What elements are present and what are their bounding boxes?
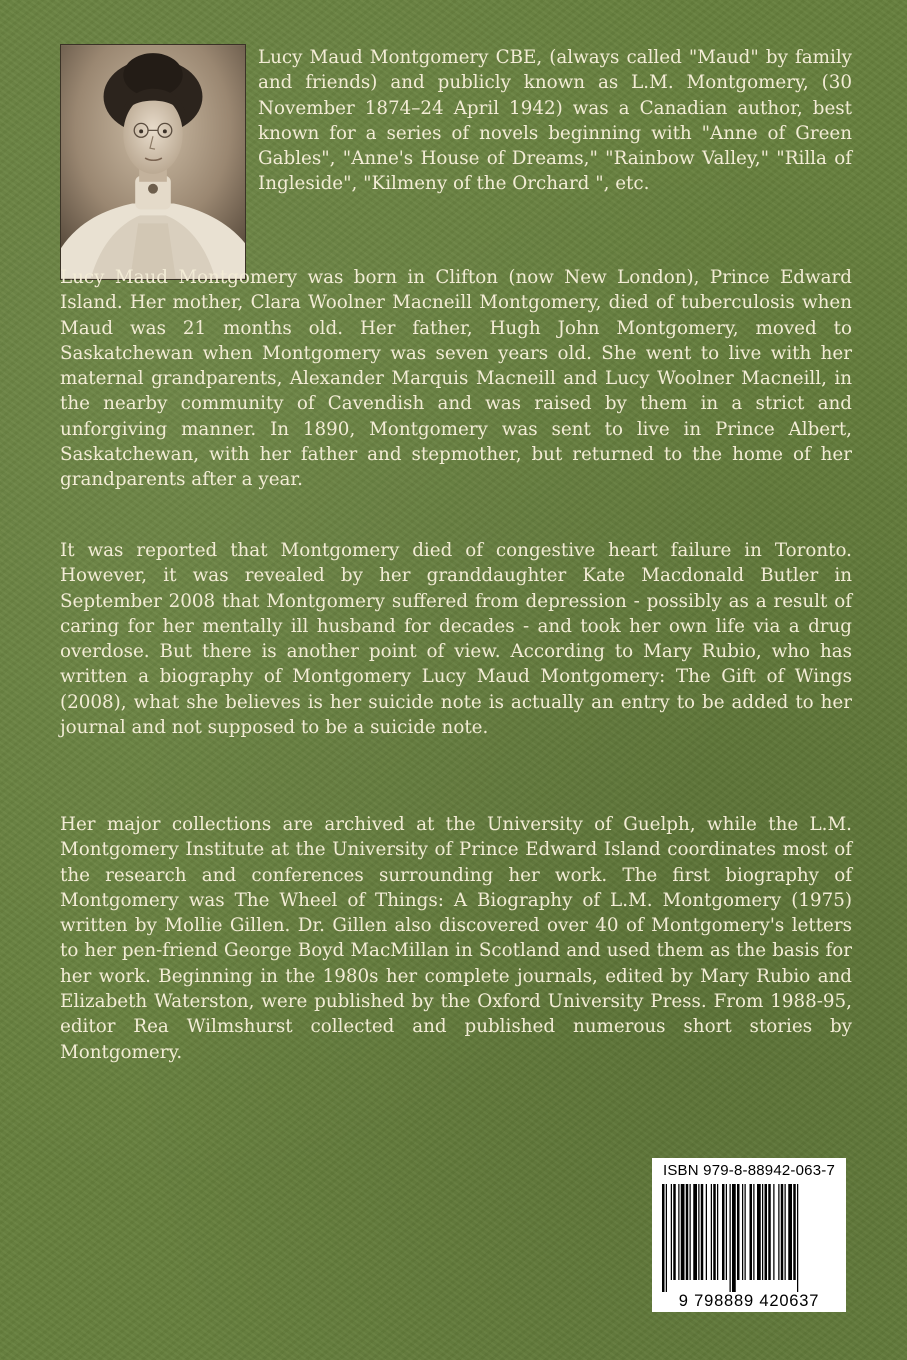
barcode-bar <box>762 1184 763 1280</box>
barcode-bar <box>681 1184 685 1280</box>
isbn-label: ISBN 979-8-88942-063-7 <box>662 1162 835 1179</box>
barcode-bar <box>678 1184 679 1280</box>
barcode-bar <box>726 1184 727 1280</box>
barcode-bar <box>745 1184 746 1280</box>
barcode-bar <box>690 1184 691 1280</box>
bio-paragraph-death: It was reported that Montgomery died of congestive heart failure in Toronto. However, it was revealed by her granddaughter Kate Macdonald Butler in September 2008 that Montgomery suffered from depression - possibly as a result of caring for her mentally ill husband for decades - and took her own life via a drug overdose. But there is another point of view. According to Mary Rubio, who has written a biography of Montgomery Lucy Maud Montgomery: The Gift of Wings (2008), what she believes is her suicide note is actually an entry to be added to her journal and not supposed to be a suicide note. <box>60 540 852 739</box>
barcode-bar <box>750 1184 753 1280</box>
barcode-bar <box>797 1184 798 1294</box>
isbn-barcode <box>652 1158 846 1312</box>
barcode-bar <box>793 1184 796 1280</box>
barcode-bar <box>732 1184 736 1294</box>
barcode-bar <box>765 1184 768 1280</box>
barcode-bar <box>701 1184 704 1280</box>
barcode-bar <box>773 1184 774 1280</box>
bio-paragraph-legacy: Her major collections are archived at the University of Guelph, while the L.M. Montgomery Institute at the University of Prince Edward Island coordinates most of the research and conferences surrounding her work. The first biography of Montgomery was The Wheel of Things: A Biography of L.M. Montgomery (1975) written by Mollie Gillen. Dr. Gillen also discovered over 40 of Montgomery's letters to her pen-friend George Boyd MacMillan in Scotland and used them as the basis for her work. Beginning in the 1980s her complete journals, edited by Mary Rubio and Elizabeth Waterston, were published by the Oxford University Press. From 1988-95, editor Rea Wilmshurst collected and published numerous short stories by Montgomery. <box>60 814 852 1063</box>
barcode-bar <box>737 1184 740 1280</box>
barcode-bar <box>778 1184 779 1280</box>
barcode-bar <box>666 1184 667 1294</box>
barcode-bar <box>788 1184 792 1280</box>
barcode-bar <box>730 1184 731 1294</box>
barcode-bar <box>671 1184 672 1280</box>
bio-paragraph-intro: Lucy Maud Montgomery CBE, (always called "Maud" by family and friends) and publicly known as L.M. Montgomery, (30 November 1874–24 April 1942) was a Canadian author, best known for a series of novels beginning with "Anne of Green Gables", "Anne's House of Dreams," "Rainbow Valley," "Rilla of Ingleside", "Kilmeny of the Orchard ", etc. <box>258 47 852 195</box>
bio-paragraph-early-life: Lucy Maud Montgomery was born in Clifton (now New London), Prince Edward Island. Her mother, Clara Woolner Macneill Montgomery, died of tuberculosis when Maud was 21 months old. Her father, Hugh John Montgomery, moved to Saskatchewan when Montgomery was seven years old. She went to live with her maternal grandparents, Alexander Marquis Macneill and Lucy Woolner Macneill, in the nearby community of Cavendish and was raised by them in a strict and unforgiving manner. In 1890, Montgomery was sent to live in Prince Albert, Saskatchewan, with her father and stepmother, but returned to the home of her grandparents after a year. <box>60 267 852 491</box>
barcode-bar <box>768 1184 771 1280</box>
barcode-bar <box>722 1184 725 1280</box>
portrait-photo-icon <box>61 45 245 279</box>
barcode-bar <box>753 1184 754 1280</box>
barcode-bar <box>706 1184 707 1280</box>
barcode-bar <box>742 1184 743 1280</box>
barcode-bar <box>686 1184 689 1280</box>
barcode-bar <box>717 1184 718 1280</box>
barcode-bar <box>673 1184 676 1280</box>
barcode-bar <box>757 1184 761 1280</box>
barcode-bar <box>698 1184 699 1280</box>
barcode-digits: 9 798889 420637 <box>658 1292 840 1310</box>
barcode-bar <box>781 1184 784 1280</box>
barcode-bar <box>785 1184 786 1280</box>
barcode-bars <box>660 1184 838 1294</box>
author-portrait <box>60 44 246 280</box>
barcode-bar <box>711 1184 712 1280</box>
barcode-bar <box>713 1184 716 1280</box>
barcode-bar <box>693 1184 697 1280</box>
barcode-icon <box>660 1184 838 1294</box>
barcode-bar <box>662 1184 665 1294</box>
